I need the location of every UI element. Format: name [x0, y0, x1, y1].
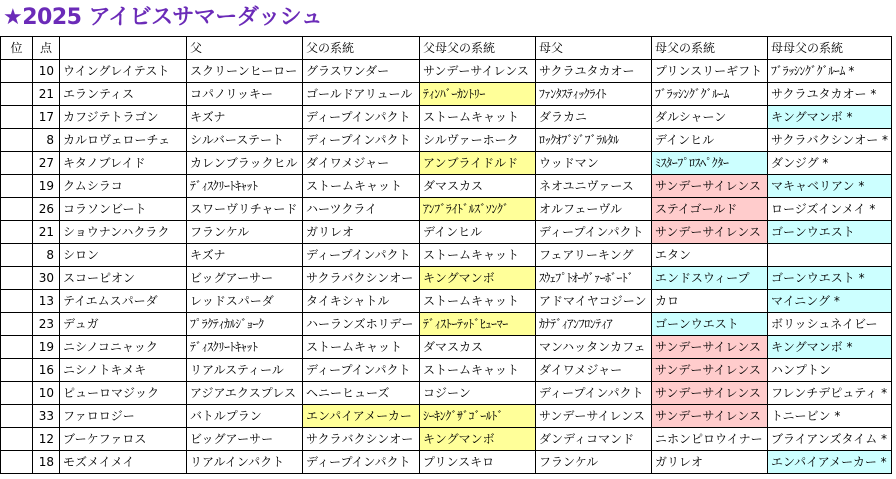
damsire-cell: ﾛｯｸｵﾌﾞｼﾞﾌﾞﾗﾙﾀﾙ	[536, 129, 652, 152]
damsire-cell: サクラユタカオー	[536, 60, 652, 83]
table-row	[1, 451, 892, 474]
dam-damsire-line-cell: マイニング *	[768, 290, 892, 313]
horse-name-cell: コラソンビート	[60, 198, 187, 221]
dam-damsire-line-cell: ハンプトン	[768, 359, 892, 382]
sire-line-cell: ディープインパクト	[303, 359, 420, 382]
sire-line-cell: ハーランズホリデー	[303, 313, 420, 336]
table-row	[1, 382, 892, 405]
table-row	[1, 428, 892, 451]
sire-cell: ﾌﾟﾗｸﾃｨｶﾙｼﾞｮｰｸ	[187, 313, 303, 336]
horse-name-cell: モズメイメイ	[60, 451, 187, 474]
header-sire-damsire-line: 父母父の系統	[420, 37, 536, 60]
dam-damsire-line-cell: ボリッシュネイビー	[768, 313, 892, 336]
rank-cell	[1, 451, 33, 474]
table-row	[1, 267, 892, 290]
rank-cell	[1, 405, 33, 428]
sire-cell: レッドスパーダ	[187, 290, 303, 313]
damsire-cell: ウッドマン	[536, 152, 652, 175]
points-cell: 33	[33, 405, 60, 428]
table-row	[1, 198, 892, 221]
dam-damsire-line-cell: ロージズインメイ *	[768, 198, 892, 221]
sire-cell: フランケル	[187, 221, 303, 244]
horse-name-cell: デュガ	[60, 313, 187, 336]
damsire-cell: ネオユニヴァース	[536, 175, 652, 198]
rank-cell	[1, 267, 33, 290]
horse-name-cell: エランティス	[60, 83, 187, 106]
table-row	[1, 152, 892, 175]
damsire-cell: ｽｳｪﾌﾟﾄｵｰｳﾞｧｰﾎﾞｰﾄﾞ	[536, 267, 652, 290]
points-cell: 30	[33, 267, 60, 290]
dam-damsire-line-cell: トニービン *	[768, 405, 892, 428]
sire-damsire-line-cell: プリンスキロ	[420, 451, 536, 474]
points-cell: 8	[33, 244, 60, 267]
table-row	[1, 221, 892, 244]
damsire-cell: ダラカニ	[536, 106, 652, 129]
horse-name-cell: テイエムスパーダ	[60, 290, 187, 313]
rank-cell	[1, 336, 33, 359]
damsire-line-cell: サンデーサイレンス	[652, 405, 768, 428]
damsire-line-cell: サンデーサイレンス	[652, 359, 768, 382]
points-cell: 27	[33, 152, 60, 175]
header-damsire-line: 母父の系統	[652, 37, 768, 60]
sire-cell: ビッグアーサー	[187, 428, 303, 451]
sire-damsire-line-cell: キングマンボ	[420, 428, 536, 451]
page-title: ★2025 アイビスサマーダッシュ	[3, 5, 323, 30]
table-row	[1, 129, 892, 152]
horse-name-cell: ショウナンハクラク	[60, 221, 187, 244]
header-row	[1, 37, 892, 60]
rank-cell	[1, 382, 33, 405]
dam-damsire-line-cell: ゴーンウエスト	[768, 221, 892, 244]
horse-name-cell: カフジテトラゴン	[60, 106, 187, 129]
sire-cell: スクリーンヒーロー	[187, 60, 303, 83]
horse-name-cell: ブーケファロス	[60, 428, 187, 451]
rank-cell	[1, 198, 33, 221]
points-cell: 10	[33, 382, 60, 405]
dam-damsire-line-cell: マキャベリアン *	[768, 175, 892, 198]
dam-damsire-line-cell: サクラバクシンオー *	[768, 129, 892, 152]
sire-damsire-line-cell: ｱﾝﾌﾞﾗｲﾄﾞﾙｽﾞｿﾝｸﾞ	[420, 198, 536, 221]
damsire-cell: ダイワメジャー	[536, 359, 652, 382]
header-rank: 位	[1, 37, 33, 60]
dam-damsire-line-cell: ブライアンズタイム *	[768, 428, 892, 451]
sire-line-cell: ストームキャット	[303, 175, 420, 198]
damsire-cell: ディープインパクト	[536, 382, 652, 405]
sire-damsire-line-cell: デインヒル	[420, 221, 536, 244]
damsire-line-cell: デインヒル	[652, 129, 768, 152]
damsire-line-cell: サンデーサイレンス	[652, 336, 768, 359]
damsire-cell: アドマイヤコジーン	[536, 290, 652, 313]
damsire-line-cell: サンデーサイレンス	[652, 382, 768, 405]
rank-cell	[1, 359, 33, 382]
sire-damsire-line-cell: シルヴァーホーク	[420, 129, 536, 152]
sire-line-cell: ハーツクライ	[303, 198, 420, 221]
points-cell: 10	[33, 60, 60, 83]
points-cell: 21	[33, 221, 60, 244]
header-points: 点	[33, 37, 60, 60]
sire-line-cell: ダイワメジャー	[303, 152, 420, 175]
sire-damsire-line-cell: ダマスカス	[420, 175, 536, 198]
points-cell: 8	[33, 129, 60, 152]
sire-damsire-line-cell: ﾃﾞｨｽﾄｰﾃｯﾄﾞﾋｭｰﾏｰ	[420, 313, 536, 336]
rank-cell	[1, 83, 33, 106]
table-row	[1, 313, 892, 336]
sire-cell: カレンブラックヒル	[187, 152, 303, 175]
rank-cell	[1, 129, 33, 152]
sire-cell: キズナ	[187, 244, 303, 267]
sire-damsire-line-cell: キングマンボ	[420, 267, 536, 290]
header-sire-line: 父の系統	[303, 37, 420, 60]
sire-damsire-line-cell: ストームキャット	[420, 244, 536, 267]
damsire-cell: オルフェーヴル	[536, 198, 652, 221]
horse-pedigree-table	[0, 36, 892, 474]
sire-line-cell: エンパイアメーカー	[303, 405, 420, 428]
horse-name-cell: ニシノコニャック	[60, 336, 187, 359]
points-cell: 16	[33, 359, 60, 382]
rank-cell	[1, 60, 33, 83]
sire-cell: リアルスティール	[187, 359, 303, 382]
sire-cell: スワーヴリチャード	[187, 198, 303, 221]
horse-name-cell: ピューロマジック	[60, 382, 187, 405]
sire-damsire-line-cell: ダマスカス	[420, 336, 536, 359]
sire-line-cell: ディープインパクト	[303, 106, 420, 129]
sire-line-cell: ヘニーヒューズ	[303, 382, 420, 405]
horse-name-cell: シロン	[60, 244, 187, 267]
damsire-line-cell: ニホンピロウイナー	[652, 428, 768, 451]
damsire-cell: ダンディコマンド	[536, 428, 652, 451]
sire-line-cell: ガリレオ	[303, 221, 420, 244]
damsire-cell: サンデーサイレンス	[536, 405, 652, 428]
header-sire: 父	[187, 37, 303, 60]
sire-damsire-line-cell: コジーン	[420, 382, 536, 405]
points-cell: 18	[33, 451, 60, 474]
points-cell: 13	[33, 290, 60, 313]
sire-damsire-line-cell: アンブライドルド	[420, 152, 536, 175]
damsire-line-cell: サンデーサイレンス	[652, 221, 768, 244]
horse-name-cell: カルロヴェローチェ	[60, 129, 187, 152]
damsire-line-cell: サンデーサイレンス	[652, 175, 768, 198]
damsire-cell: マンハッタンカフェ	[536, 336, 652, 359]
table-row	[1, 405, 892, 428]
sire-line-cell: サクラバクシンオー	[303, 428, 420, 451]
rank-cell	[1, 290, 33, 313]
sire-cell: バトルプラン	[187, 405, 303, 428]
sire-damsire-line-cell: ストームキャット	[420, 359, 536, 382]
damsire-line-cell: ステイゴールド	[652, 198, 768, 221]
points-cell: 26	[33, 198, 60, 221]
sire-cell: リアルインパクト	[187, 451, 303, 474]
horse-name-cell: ウイングレイテスト	[60, 60, 187, 83]
rank-cell	[1, 428, 33, 451]
sire-damsire-line-cell: ストームキャット	[420, 290, 536, 313]
sire-cell: ﾃﾞｨｽｸﾘｰﾄｷｬｯﾄ	[187, 175, 303, 198]
points-cell: 19	[33, 175, 60, 198]
table-row	[1, 290, 892, 313]
sire-cell: アジアエクスプレス	[187, 382, 303, 405]
damsire-line-cell: ダルシャーン	[652, 106, 768, 129]
sire-line-cell: サクラバクシンオー	[303, 267, 420, 290]
damsire-cell: ｶﾅﾃﾞｨｱﾝﾌﾛﾝﾃｨｱ	[536, 313, 652, 336]
header-dam-damsire-line: 母母父の系統	[768, 37, 892, 60]
sire-cell: ビッグアーサー	[187, 267, 303, 290]
sire-line-cell: ゴールドアリュール	[303, 83, 420, 106]
points-cell: 23	[33, 313, 60, 336]
table-row	[1, 244, 892, 267]
rank-cell	[1, 244, 33, 267]
points-cell: 17	[33, 106, 60, 129]
table-row	[1, 175, 892, 198]
sire-line-cell: ディープインパクト	[303, 129, 420, 152]
sire-damsire-line-cell: ﾃｨﾝﾊﾞｰｶﾝﾄﾘｰ	[420, 83, 536, 106]
dam-damsire-line-cell: ﾌﾞﾗｯｼﾝｸﾞｸﾞﾙｰﾑ *	[768, 60, 892, 83]
dam-damsire-line-cell: サクラユタカオー *	[768, 83, 892, 106]
dam-damsire-line-cell: フレンチデピュティ *	[768, 382, 892, 405]
horse-name-cell: クムシラコ	[60, 175, 187, 198]
damsire-cell: フェアリーキング	[536, 244, 652, 267]
sire-line-cell: ディープインパクト	[303, 451, 420, 474]
sire-line-cell: グラスワンダー	[303, 60, 420, 83]
table-row	[1, 83, 892, 106]
table-row	[1, 106, 892, 129]
damsire-line-cell: エンドスウィープ	[652, 267, 768, 290]
points-cell: 21	[33, 83, 60, 106]
horse-name-cell: スコーピオン	[60, 267, 187, 290]
table-row	[1, 60, 892, 83]
sire-cell: シルバーステート	[187, 129, 303, 152]
rank-cell	[1, 221, 33, 244]
sire-damsire-line-cell: ｼｰｷﾝｸﾞｻﾞｺﾞｰﾙﾄﾞ	[420, 405, 536, 428]
rank-cell	[1, 106, 33, 129]
sire-line-cell: ストームキャット	[303, 336, 420, 359]
dam-damsire-line-cell: ダンジグ *	[768, 152, 892, 175]
sire-cell: コパノリッキー	[187, 83, 303, 106]
damsire-line-cell: ゴーンウエスト	[652, 313, 768, 336]
dam-damsire-line-cell: キングマンボ *	[768, 336, 892, 359]
dam-damsire-line-cell: キングマンボ *	[768, 106, 892, 129]
damsire-line-cell: カロ	[652, 290, 768, 313]
damsire-line-cell: ガリレオ	[652, 451, 768, 474]
horse-name-cell: ファロロジー	[60, 405, 187, 428]
dam-damsire-line-cell	[768, 244, 892, 267]
horse-name-cell: キタノブレイド	[60, 152, 187, 175]
damsire-line-cell: プリンスリーギフト	[652, 60, 768, 83]
damsire-line-cell: ﾌﾞﾗｯｼﾝｸﾞｸﾞﾙｰﾑ	[652, 83, 768, 106]
sire-damsire-line-cell: ストームキャット	[420, 106, 536, 129]
dam-damsire-line-cell: エンパイアメーカー *	[768, 451, 892, 474]
damsire-cell: ディープインパクト	[536, 221, 652, 244]
sire-cell: ﾃﾞｨｽｸﾘｰﾄｷｬｯﾄ	[187, 336, 303, 359]
rank-cell	[1, 175, 33, 198]
header-damsire: 母父	[536, 37, 652, 60]
damsire-cell: ﾌｧﾝﾀｽﾃｨｯｸﾗｲﾄ	[536, 83, 652, 106]
rank-cell	[1, 313, 33, 336]
horse-name-cell: ニシノトキメキ	[60, 359, 187, 382]
rank-cell	[1, 152, 33, 175]
table-row	[1, 359, 892, 382]
damsire-line-cell: ﾐｽﾀｰﾌﾟﾛｽﾍﾟｸﾀｰ	[652, 152, 768, 175]
sire-line-cell: タイキシャトル	[303, 290, 420, 313]
points-cell: 12	[33, 428, 60, 451]
dam-damsire-line-cell: ゴーンウエスト *	[768, 267, 892, 290]
sire-cell: キズナ	[187, 106, 303, 129]
sire-line-cell: ディープインパクト	[303, 244, 420, 267]
points-cell: 19	[33, 336, 60, 359]
damsire-line-cell: エタン	[652, 244, 768, 267]
damsire-cell: フランケル	[536, 451, 652, 474]
sire-damsire-line-cell: サンデーサイレンス	[420, 60, 536, 83]
header-horse-name	[60, 37, 187, 60]
table-row	[1, 336, 892, 359]
